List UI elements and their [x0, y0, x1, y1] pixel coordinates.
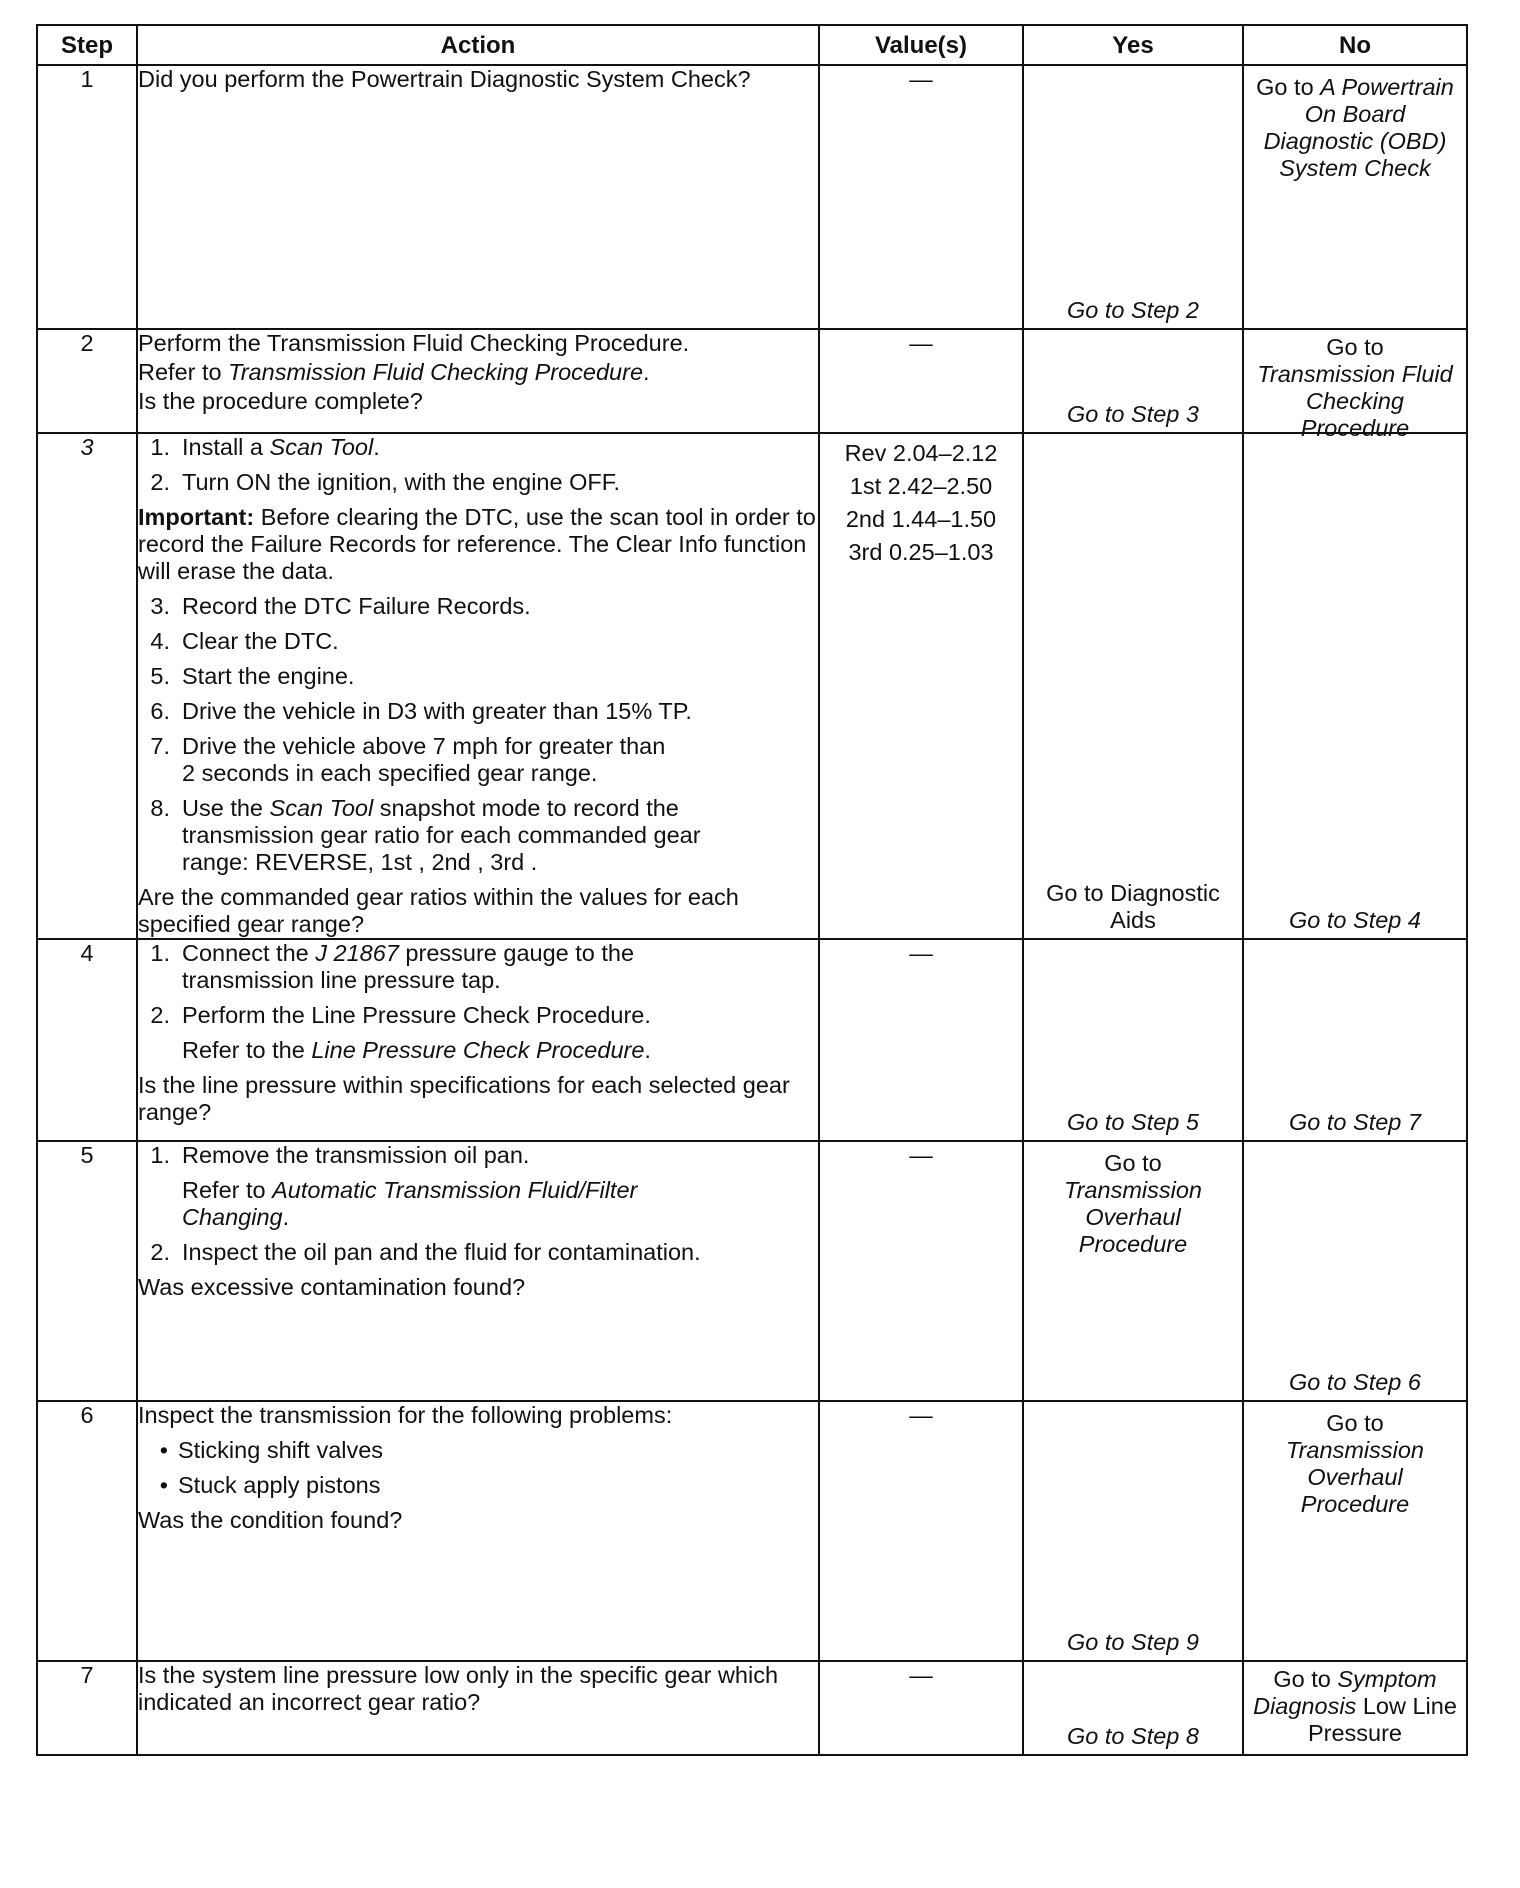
yes-text: Go to Step 2 — [1067, 297, 1199, 323]
list-item: Drive the vehicle in D3 with greater than 15% TP. — [182, 698, 692, 724]
no-text-prefix: Go to — [1326, 1410, 1384, 1436]
value-cell: — — [819, 1401, 1023, 1661]
important-note: Important: Before clearing the DTC, use the scan tool in order to record the Failure Records for reference. The Clear Info function will erase the data. — [138, 504, 816, 584]
table-row-step-5 — [37, 1141, 1467, 1401]
yes-cell — [1023, 433, 1243, 939]
list-item: Connect the J 21867 pressure gauge to the transmission line pressure tap. — [182, 940, 635, 993]
header-row — [37, 25, 1467, 65]
yes-cell — [1023, 329, 1243, 433]
no-text-link: Symptom Diagnosis — [1253, 1666, 1437, 1719]
yes-text: Go to Step 9 — [1067, 1629, 1199, 1655]
header-action: Action — [137, 25, 819, 65]
header-yes: Yes — [1023, 25, 1243, 65]
list-item: Stuck apply pistons — [178, 1472, 381, 1498]
yes-text-link: Transmission Overhaul Procedure — [1064, 1177, 1202, 1257]
action-cell: 1. Connect the J 21867 pressure gauge to the transmission line pressure tap. 2. Perform the Line Pressure Check Procedure. Refer to the Line Pressure Check Procedure. Is the line pressure within specifications for each selected gear range? — [137, 939, 819, 1141]
action-cell — [137, 1661, 819, 1755]
value-cell: — — [819, 939, 1023, 1141]
no-text: Go to Step 7 — [1289, 1109, 1421, 1135]
diagnostic-table — [36, 24, 1468, 1756]
step-number: 1 — [37, 65, 137, 329]
list-item: Perform the Line Pressure Check Procedure. — [182, 1002, 651, 1028]
table-row-step-3 — [37, 433, 1467, 939]
value-1st: 1st 2.42–2.50 — [849, 473, 993, 499]
list-item: Sticking shift valves — [178, 1437, 384, 1463]
action-cell: 1. Install a Scan Tool. 2. Turn ON the ignition, with the engine OFF. Important: Before clearing the DTC, use the scan tool in order to record the Failure Records for reference. The Clear Info function will erase the data. 3. Record the DTC Failure Records. 4. Clear the DTC. 5. Start the engine. 6. Drive the vehicle in D3 with greater than 15% TP. 7. Drive the vehicle above 7 mph for greater than 2 seconds in each specified gear range. 8. Use the Scan Tool snapshot mode to record the transmission gear ratio for each commanded gear range: REVERSE, 1st , 2nd , 3rd . Are the commanded gear ratios within the values for each specified gear range? — [137, 433, 819, 939]
action-cell — [137, 329, 819, 433]
no-cell — [1243, 1401, 1467, 1661]
header-values: Value(s) — [819, 25, 1023, 65]
list-item-sub: Refer to Automatic Transmission Fluid/Filter Changing. — [182, 1177, 638, 1230]
value-cell: — — [819, 65, 1023, 329]
action-question: Is the procedure complete? — [138, 388, 423, 414]
yes-cell — [1023, 1141, 1243, 1401]
list-item: Record the DTC Failure Records. — [182, 593, 531, 619]
no-text-link: A Powertrain On Board Diagnostic (OBD) System Check — [1263, 74, 1454, 181]
action-line: Refer to Transmission Fluid Checking Procedure. — [138, 359, 650, 385]
header-no: No — [1243, 25, 1467, 65]
no-text-prefix: Go to — [1273, 1666, 1338, 1692]
list-item: Inspect the oil pan and the fluid for contamination. — [182, 1239, 701, 1265]
table-row-step-1 — [37, 65, 1467, 329]
table-row-step-7 — [37, 1661, 1467, 1755]
action-question: Are the commanded gear ratios within the values for each specified gear range? — [138, 884, 739, 937]
bullet-icon: • — [159, 1472, 168, 1498]
list-item: Install a Scan Tool. — [182, 434, 380, 460]
step-number: 3 — [37, 433, 137, 939]
action-cell — [137, 65, 819, 329]
list-item: Drive the vehicle above 7 mph for greater than 2 seconds in each specified gear range. — [182, 733, 666, 786]
value-cell: — — [819, 1661, 1023, 1755]
action-line: Perform the Transmission Fluid Checking Procedure. — [138, 330, 690, 356]
yes-cell — [1023, 1661, 1243, 1755]
action-intro: Inspect the transmission for the following problems: — [138, 1402, 673, 1428]
no-text-prefix: Go to — [1256, 74, 1321, 100]
yes-text: Go to Step 5 — [1067, 1109, 1199, 1135]
list-item: Remove the transmission oil pan. — [182, 1142, 530, 1168]
yes-cell — [1023, 65, 1243, 329]
step-number: 6 — [37, 1401, 137, 1661]
no-cell — [1243, 1661, 1467, 1755]
step-number: 4 — [37, 939, 137, 1141]
value-rev: Rev 2.04–2.12 — [844, 440, 998, 466]
bullet-icon: • — [159, 1437, 168, 1463]
no-cell — [1243, 433, 1467, 939]
yes-text-prefix: Go to — [1104, 1150, 1162, 1176]
action-text: Did you perform the Powertrain Diagnostic System Check? — [138, 66, 751, 92]
table-row-step-4 — [37, 939, 1467, 1141]
step-number: 7 — [37, 1661, 137, 1755]
action-question: Is the line pressure within specifications for each selected gear range? — [138, 1072, 790, 1125]
value-3rd: 3rd 0.25–1.03 — [848, 539, 994, 565]
list-item: Turn ON the ignition, with the engine OFF. — [182, 469, 621, 495]
yes-text: Go to Step 3 — [1067, 401, 1199, 427]
list-item: Start the engine. — [182, 663, 355, 689]
no-cell — [1243, 939, 1467, 1141]
header-step: Step — [37, 25, 137, 65]
yes-cell — [1023, 1401, 1243, 1661]
no-text-prefix: Go to — [1326, 334, 1384, 360]
table-row-step-6 — [37, 1401, 1467, 1661]
value-cell: — — [819, 1141, 1023, 1401]
gear-ratio-values — [820, 440, 1022, 566]
no-cell — [1243, 1141, 1467, 1401]
step-number: 5 — [37, 1141, 137, 1401]
action-question: Was the condition found? — [138, 1507, 403, 1533]
list-item: Clear the DTC. — [182, 628, 339, 654]
no-text-link: Transmission Overhaul Procedure — [1286, 1437, 1424, 1517]
value-cell — [819, 433, 1023, 939]
step-number: 2 — [37, 329, 137, 433]
action-cell: 1. Remove the transmission oil pan. Refer to Automatic Transmission Fluid/Filter Changing. 2. Inspect the oil pan and the fluid for contamination. Was excessive contamination found? — [137, 1141, 819, 1401]
no-text-suffix: Low Line Pressure — [1307, 1693, 1457, 1746]
no-text: Go to Step 6 — [1289, 1369, 1421, 1395]
list-item: Use the Scan Tool snapshot mode to record the transmission gear ratio for each commanded gear range: REVERSE, 1st , 2nd , 3rd . — [182, 795, 701, 875]
no-cell — [1243, 329, 1467, 441]
value-cell: — — [819, 329, 1023, 433]
action-cell — [137, 1401, 819, 1661]
no-cell — [1243, 65, 1467, 329]
list-item-sub: Refer to the Line Pressure Check Procedure. — [182, 1037, 651, 1063]
value-2nd: 2nd 1.44–1.50 — [845, 506, 997, 532]
yes-text: Go to Diagnostic Aids — [1046, 880, 1220, 933]
no-text-link: Transmission Fluid Checking Procedure — [1257, 361, 1453, 441]
yes-text: Go to Step 8 — [1067, 1723, 1199, 1749]
yes-cell — [1023, 939, 1243, 1141]
action-question: Was excessive contamination found? — [138, 1274, 526, 1300]
no-text: Go to Step 4 — [1289, 907, 1421, 933]
table-row-step-2 — [37, 329, 1467, 433]
action-question: Is the system line pressure low only in the specific gear which indicated an incorrect gear ratio? — [138, 1662, 779, 1715]
